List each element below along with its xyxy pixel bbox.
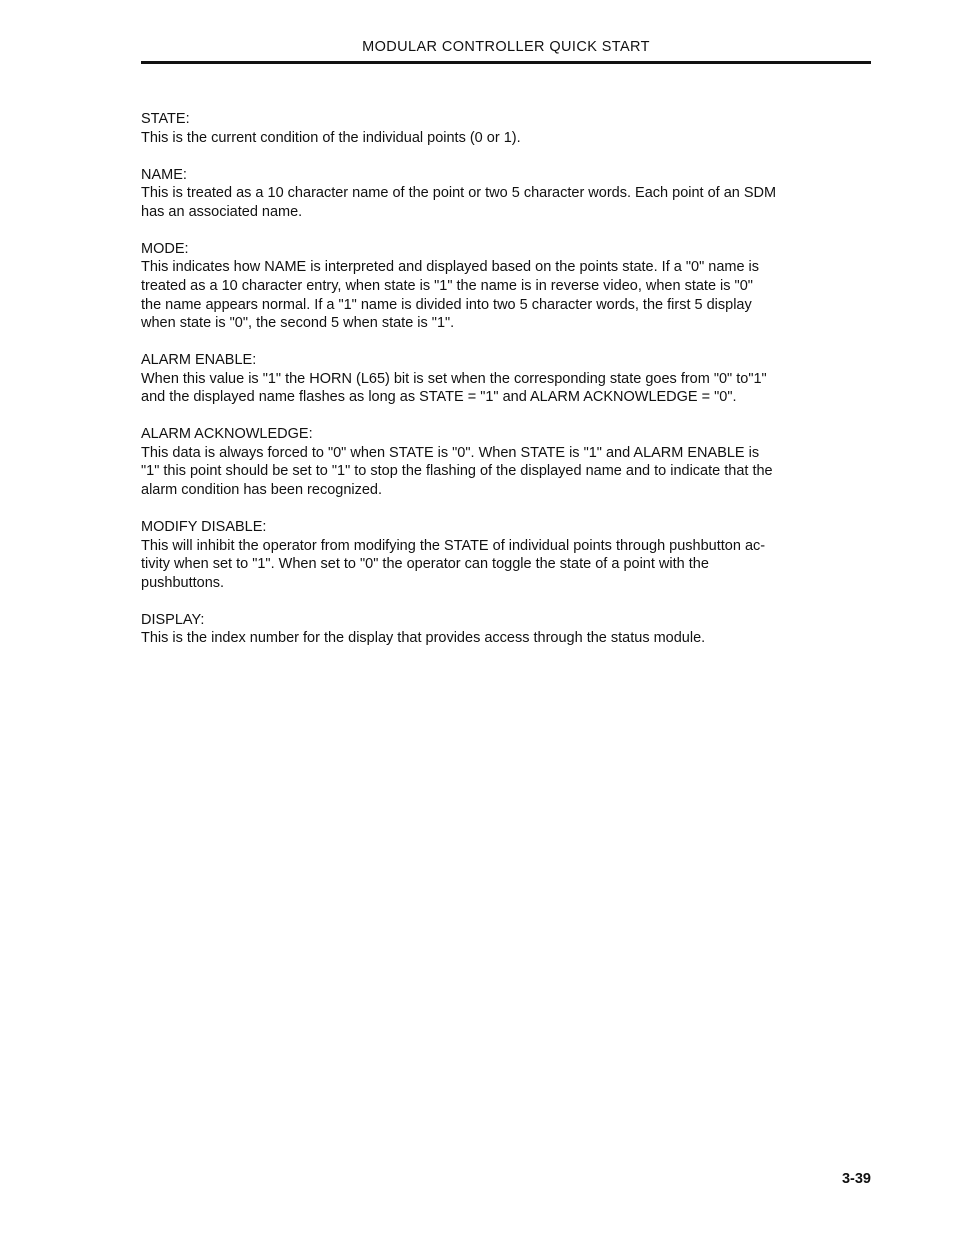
section-alarm-enable [141,351,869,407]
header-rule [141,61,871,64]
section-line: pushbuttons. [141,574,225,591]
section-title: MODIFY DISABLE: [141,519,267,536]
section-modify-disable [141,518,869,592]
section-line: This data is always forced to "0" when STATE is "0". When STATE is "1" and ALARM ENABLE is [141,444,760,461]
section-line: This is treated as a 10 character name of the point or two 5 character words. Each point of an SDM [141,185,777,202]
section-title: ALARM ACKNOWLEDGE: [141,426,313,443]
page-number: 3-39 [841,1171,871,1187]
section-line: "1" this point should be set to "1" to stop the flashing of the displayed name and to indicate that the [141,463,773,480]
section-title: NAME: [141,166,187,183]
section-line: alarm condition has been recognized. [141,482,383,499]
page-header-title: MODULAR CONTROLLER QUICK START [362,39,650,55]
section-line: When this value is "1" the HORN (L65) bit is set when the corresponding state goes from "0" to"1" [141,370,767,387]
section-line: This is the current condition of the individual points (0 or 1). [141,129,521,146]
section-title: DISPLAY: [141,611,205,628]
section-line: has an associated name. [141,203,303,220]
section-alarm-acknowledge [141,425,869,499]
section-name [141,166,869,222]
section-line: treated as a 10 character entry, when state is "1" the name is in reverse video, when state is "0" [141,277,753,294]
section-line: the name appears normal. If a "1" name is divided into two 5 character words, the first 5 display [141,296,752,313]
section-line: when state is "0", the second 5 when state is "1". [141,315,455,332]
section-mode [141,240,869,333]
document-body [141,110,869,666]
section-title: MODE: [141,240,189,257]
section-title: STATE: [141,111,190,127]
section-line: This is the index number for the display that provides access through the status module. [141,630,706,647]
section-line: and the displayed name flashes as long as STATE = "1" and ALARM ACKNOWLEDGE = "0". [141,389,737,406]
section-line: tivity when set to "1". When set to "0" the operator can toggle the state of a point with the [141,556,709,573]
section-title: ALARM ENABLE: [141,352,257,369]
section-state [141,110,869,147]
section-line: This indicates how NAME is interpreted and displayed based on the points state. If a "0" name is [141,259,760,276]
section-display [141,611,869,648]
section-line: This will inhibit the operator from modifying the STATE of individual points through pushbutton ac- [141,537,766,554]
